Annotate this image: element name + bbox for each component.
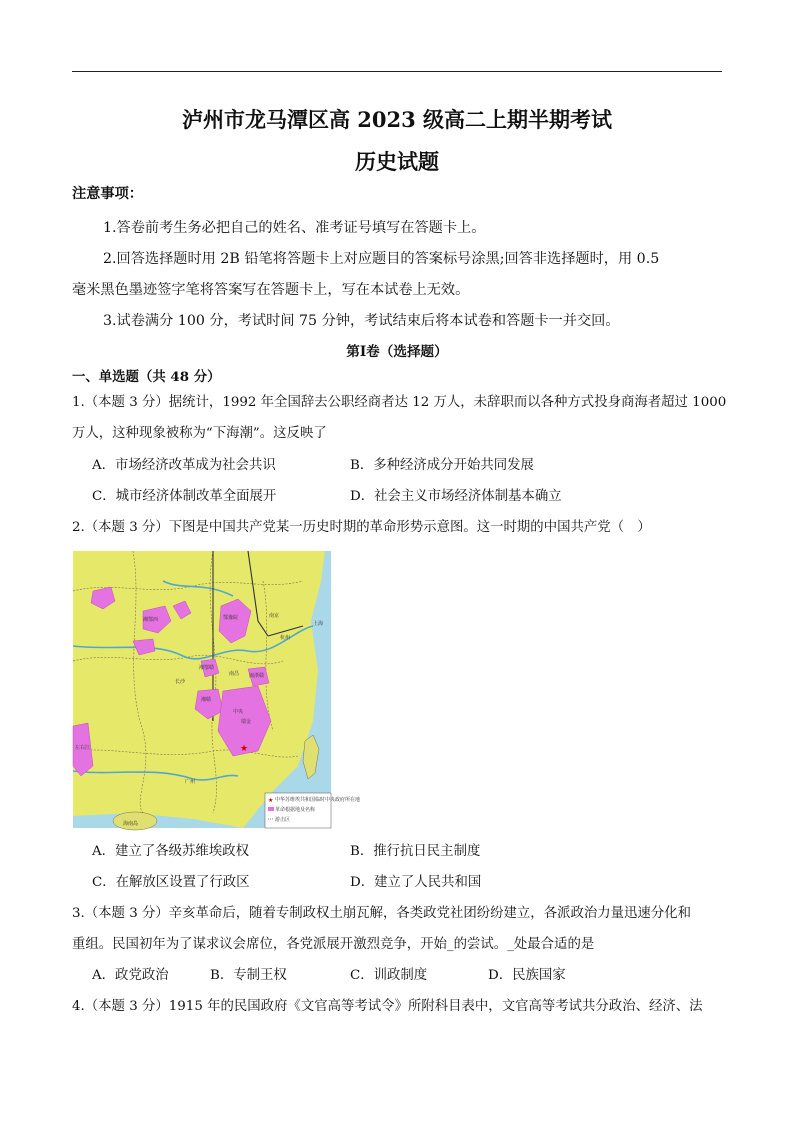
label-nanchang: 南昌 xyxy=(229,671,240,677)
q3-option-d: D．民族国家 xyxy=(488,968,566,983)
q2-option-b: B．推行抗日民主制度 xyxy=(350,844,481,859)
q1-option-a: A．市场经济改革成为社会共识 xyxy=(92,458,276,473)
svg-text:★: ★ xyxy=(268,797,274,804)
legend-guerrilla: 游击区 xyxy=(275,817,291,823)
label-zuoyoujiang: 左右江 xyxy=(75,745,91,751)
label-eyuwan: 鄂豫皖 xyxy=(223,615,239,621)
q4-stem-line-1: 4.（本题 3 分）1915 年的民国政府《文官高等考试令》所附科目表中，文官高等考试共分政治、经济、法 xyxy=(72,999,703,1014)
notice-heading: 注意事项： xyxy=(72,186,143,202)
q3-option-b: B．专制王权 xyxy=(210,968,287,983)
label-zhongyang: 中央 xyxy=(233,709,244,715)
label-shanghai: 上海 xyxy=(313,621,324,627)
label-guangzhou: 广州 xyxy=(185,779,196,785)
label-nanjing: 南京 xyxy=(269,613,280,619)
label-xiangegan: 湘鄂赣 xyxy=(199,665,215,671)
q1-stem-line-2: 万人，这种现象被称为“下海潮”。这反映了 xyxy=(72,426,327,441)
label-xianggan: 湘赣 xyxy=(201,697,212,703)
q3-stem-line-1: 3.（本题 3 分）辛亥革命后，随着专制政权土崩瓦解，各类政党社团纷纷建立，各派政治力量迅速分化和 xyxy=(72,906,691,921)
legend-capital: 中华苏维埃共和国临时中央政府所在地 xyxy=(275,797,361,803)
q3-stem-line-2: 重组。民国初年为了谋求议会席位，各党派展开激烈竞争，开始_的尝试。_处最合适的是 xyxy=(72,937,595,952)
q1-stem-line-1: 1.（本题 3 分）据统计，1992 年全国辞去公职经商者达 12 万人，未辞职而以各种方式投身商海者超过 1000 xyxy=(72,395,727,410)
exam-title: 泸州市龙马潭区高 2023 级高二上期半期考试 xyxy=(181,107,613,132)
revolution-map xyxy=(73,551,361,828)
q1-option-c: C．城市经济体制改革全面展开 xyxy=(92,489,277,504)
label-ruijin: 瑞金 xyxy=(241,719,252,725)
section-title: 一、单选题（共 48 分） xyxy=(72,369,221,385)
notice-item-2-line-2: 毫米黑色墨迹签字笔将答案写在答题卡上，写在本试卷上无效。 xyxy=(72,282,470,298)
capital-star-icon: ★ xyxy=(240,744,249,754)
q1-option-d: D．社会主义市场经济体制基本确立 xyxy=(350,489,562,504)
q2-stem-line-1: 2.（本题 3 分）下图是中国共产党某一历史时期的革命形势示意图。这一时期的中国共产党（ ） xyxy=(72,520,651,535)
q2-option-a: A．建立了各级苏维埃政权 xyxy=(92,844,249,859)
volume-title: 第Ⅰ卷（选择题） xyxy=(346,344,448,360)
label-hangzhou: 杭州 xyxy=(280,635,291,641)
label-changsha: 长沙 xyxy=(175,679,186,685)
header-rule xyxy=(72,71,722,72)
map-legend xyxy=(265,793,360,828)
q3-option-a: A．政党政治 xyxy=(92,968,169,983)
notice-item-1: 1.答卷前考生务必把自己的姓名、准考证号填写在答题卡上。 xyxy=(103,220,486,236)
label-hainan: 海南岛 xyxy=(123,821,139,827)
notice-item-3: 3.试卷满分 100 分，考试时间 75 分钟，考试结束后将本试卷和答题卡一并交回。 xyxy=(103,313,620,329)
q3-option-c: C．训政制度 xyxy=(350,968,428,983)
q2-option-d: D．建立了人民共和国 xyxy=(350,875,482,890)
legend-base: 革命根据地及名称 xyxy=(275,807,316,813)
label-xiangexi: 湘鄂西 xyxy=(143,617,159,623)
notice-item-2-line-1: 2.回答选择题时用 2B 铅笔将答题卡上对应题目的答案标号涂黑;回答非选择题时，用 0.5 xyxy=(103,251,660,267)
legend-base-swatch xyxy=(268,807,274,811)
q1-option-b: B．多种经济成分开始共同发展 xyxy=(350,458,534,473)
exam-subtitle: 历史试题 xyxy=(355,149,439,174)
label-minzhegan: 闽浙赣 xyxy=(249,673,265,679)
q2-option-c: C．在解放区设置了行政区 xyxy=(92,875,250,890)
